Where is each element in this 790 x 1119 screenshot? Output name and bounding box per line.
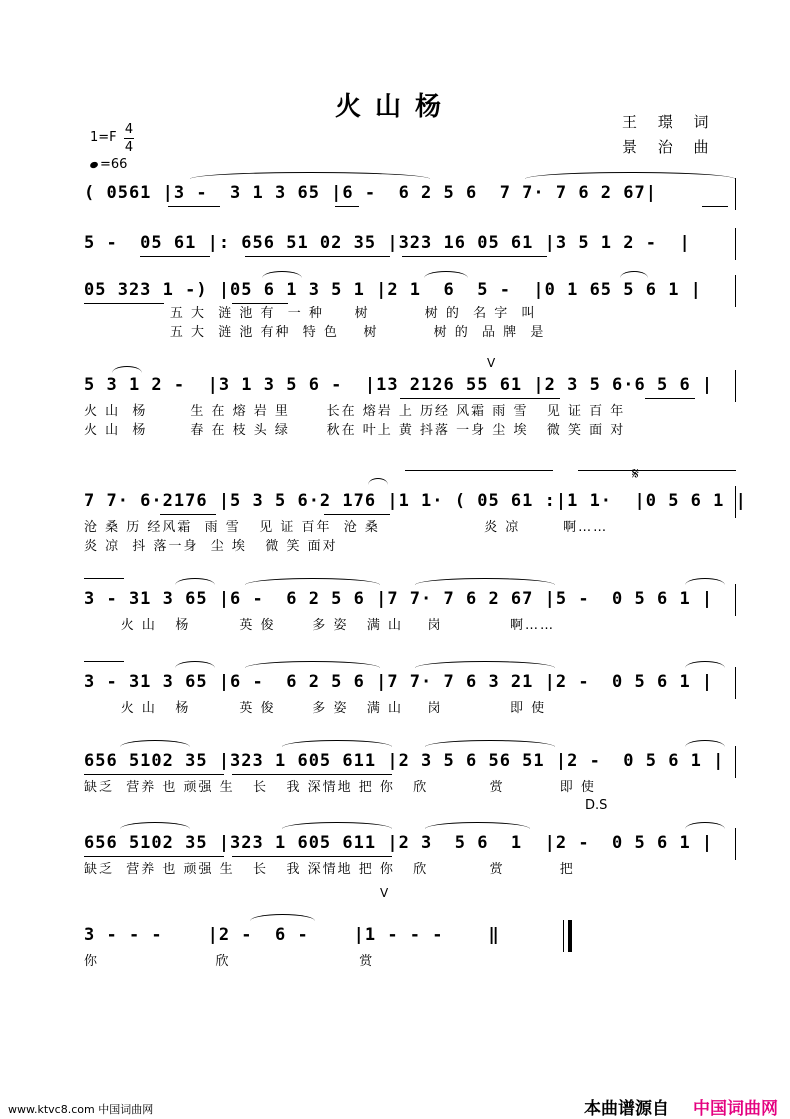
beam-line	[645, 398, 695, 399]
lyricist-credit: 王 璟 词	[622, 113, 717, 131]
beam-line	[245, 256, 390, 257]
bar-line	[735, 370, 736, 402]
lyric-verse-1: 缺乏 营养 也 顽强 生 长 我 深情地 把 你 欣 赏 把	[84, 862, 575, 877]
lyric-verse-1: 你 欣 赏	[84, 954, 375, 969]
beam-line	[335, 206, 359, 207]
bar-line	[735, 828, 736, 860]
key-signature: 1=F	[90, 130, 117, 145]
tempo-marking	[90, 157, 127, 172]
beam-line	[400, 398, 560, 399]
beam-line	[84, 774, 224, 775]
time-signature	[124, 121, 134, 156]
final-bar-thin	[563, 920, 564, 952]
bar-line	[735, 275, 736, 307]
melody-line: 3 - 31 3 65 |6 - 6 2 5 6 |7 7· 7 6 2 67 |5 - 0 5 6 1 |	[84, 589, 714, 609]
volta-bracket-2	[578, 470, 736, 471]
beam-line	[232, 856, 392, 857]
lyric-verse-1: 火 山 杨 英 俊 多 姿 满 山 岗 即 使	[84, 701, 547, 716]
quarter-note-icon	[89, 161, 99, 169]
lyric-verse-1: 缺乏 营养 也 顽强 生 长 我 深情地 把 你 欣 赏 即 使	[84, 780, 596, 795]
breath-mark: V	[487, 356, 496, 370]
meter-bottom: 4	[124, 140, 134, 155]
melody-line: 3 - 31 3 65 |6 - 6 2 5 6 |7 7· 7 6 3 21 |2 - 0 5 6 1 |	[84, 672, 714, 692]
beam-line	[84, 856, 224, 857]
lyric-verse-1: 火 山 杨 生 在 熔 岩 里 长在 熔岩 上 历经 风霜 雨 雪 见 证 百 年	[84, 404, 626, 419]
lyric-verse-2: 五 大 涟 池 有种 特 色 树 树 的 品 牌 是	[84, 325, 546, 340]
beam-line	[84, 661, 124, 662]
composer-credit: 景 治 曲	[622, 138, 717, 156]
melody-line: 3 - - - |2 - 6 - |1 - - - ‖	[84, 925, 500, 945]
beam-line	[232, 774, 392, 775]
footer-site-text: www.ktvc8.com 中国词曲网	[8, 1103, 154, 1116]
bar-line	[735, 228, 736, 260]
beam-line	[324, 514, 390, 515]
beam-line	[232, 303, 288, 304]
footer-source-name: 中国词曲网	[693, 1099, 778, 1119]
beam-line	[140, 256, 210, 257]
beam-line	[702, 206, 728, 207]
breath-mark: V	[380, 886, 389, 900]
bar-line	[735, 667, 736, 699]
dal-segno-mark: D.S	[585, 798, 608, 813]
final-bar-thick	[568, 920, 572, 952]
beam-line	[168, 206, 220, 207]
melody-line: 7 7· 6·2176 |5 3 5 6·2 176 |1 1· ( 05 61 :|1 1· |0 5 6 1 |	[84, 491, 747, 511]
beam-line	[402, 256, 547, 257]
lyric-verse-2: 火 山 杨 春 在 枝 头 绿 秋在 叶上 黄 抖落 一身 尘 埃 微 笑 面 对	[84, 423, 626, 438]
melody-line: 05 323 1 -) |05 6 1 3 5 1 |2 1 6 5 - |0 1 65 5 6 1 |	[84, 280, 702, 300]
beam-line	[84, 303, 164, 304]
lyric-verse-1: 五 大 涟 池 有 一 种 树 树 的 名 字 叫	[84, 306, 537, 321]
melody-line: 5 3 1 2 - |3 1 3 5 6 - |13 2126 55 61 |2 3 5 6·6 5 6 |	[84, 375, 714, 395]
bar-line	[735, 584, 736, 616]
melody-line: 656 5102 35 |323 1 605 611 |2 3 5 6 1 |2 - 0 5 6 1 |	[84, 833, 714, 853]
melody-line: ( 0561 |3 - 3 1 3 65 |6 - 6 2 5 6 7 7· 7 6 2 67|	[84, 183, 657, 203]
tempo-value: =66	[100, 157, 128, 172]
lyric-verse-1: 火 山 杨 英 俊 多 姿 满 山 岗 啊……	[84, 618, 555, 633]
lyric-verse-2: 炎 凉 抖 落一身 尘 埃 微 笑 面对	[84, 539, 338, 554]
beam-line	[84, 578, 124, 579]
meter-top: 4	[124, 122, 134, 137]
song-title: 火山杨	[334, 92, 455, 122]
melody-line: 5 - 05 61 |: 656 51 02 35 |323 16 05 61 |3 5 1 2 - |	[84, 233, 691, 253]
tie-arc	[368, 478, 388, 485]
bar-line	[735, 746, 736, 778]
bar-line	[735, 178, 736, 210]
footer-source-label: 本曲谱源自	[584, 1099, 669, 1119]
segno-icon: 𝄋	[632, 464, 639, 483]
lyric-verse-1: 沧 桑 历 经风霜 雨 雪 见 证 百年 沧 桑 炎 凉 啊……	[84, 520, 609, 535]
beam-line	[160, 514, 216, 515]
volta-bracket-1	[405, 470, 553, 471]
melody-line: 656 5102 35 |323 1 605 611 |2 3 5 6 56 51 |2 - 0 5 6 1 |	[84, 751, 725, 771]
bar-line	[735, 486, 736, 518]
